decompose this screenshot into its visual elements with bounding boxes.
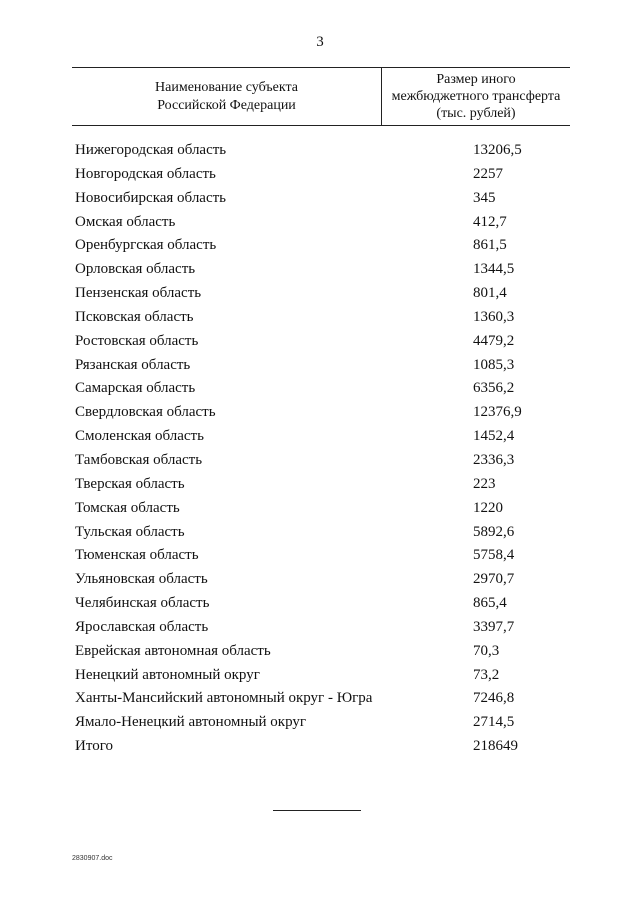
table-row: Ханты-Мансийский автономный округ - Югра 7246,8 [75, 687, 575, 711]
subject-name: Ненецкий автономный округ [75, 666, 260, 683]
subject-name: Томская область [75, 499, 180, 516]
table-row: Ульяновская область 2970,7 [75, 568, 575, 592]
subject-name: Ульяновская область [75, 571, 208, 588]
subject-name: Тюменская область [75, 547, 199, 564]
subject-name: Новосибирская область [75, 189, 227, 206]
table-row: Новосибирская область 345 [75, 187, 575, 211]
file-reference: 2830907.doc [72, 855, 113, 862]
table-row: Тамбовская область 2336,3 [75, 449, 575, 473]
subject-name: Ростовская область [75, 332, 199, 349]
header-amount-column [382, 71, 570, 122]
subject-name: Тверская область [75, 475, 185, 492]
subject-name: Оренбургская область [75, 237, 217, 254]
table-row: Ненецкий автономный округ 73,2 [75, 664, 575, 688]
table-row: Ямало-Ненецкий автономный округ 2714,5 [75, 711, 575, 735]
subject-name: Ханты-Мансийский автономный округ - Югра [75, 690, 373, 707]
table-row: Итого 218649 [75, 735, 575, 759]
table-row: Самарская область 6356,2 [75, 377, 575, 401]
table-row: Орловская область 1344,5 [75, 258, 575, 282]
subject-name: Смоленская область [75, 428, 204, 445]
table-row: Еврейская автономная область 70,3 [75, 640, 575, 664]
table-row: Оренбургская область 861,5 [75, 234, 575, 258]
header-amount-line-1: Размер иного [436, 72, 516, 87]
table-row: Томская область 1220 [75, 497, 575, 521]
header-subject-line-2: Российской Федерации [157, 98, 296, 113]
table-row: Смоленская область 1452,4 [75, 425, 575, 449]
subject-name: Рязанская область [75, 356, 191, 373]
subject-name: Ярославская область [75, 618, 209, 635]
table-row: Тульская область 5892,6 [75, 521, 575, 545]
page-number: 3 [316, 34, 324, 50]
subject-name: Псковская область [75, 308, 194, 325]
table-body [75, 139, 575, 759]
subject-name: Пензенская область [75, 285, 202, 302]
subject-name: Тамбовская область [75, 451, 203, 468]
subject-name: Ямало-Ненецкий автономный округ [75, 714, 307, 731]
header-subject-column [72, 79, 381, 115]
table-row: Тюменская область 5758,4 [75, 544, 575, 568]
subject-name: Еврейская автономная область [75, 642, 271, 659]
table-row: Новгородская область 2257 [75, 163, 575, 187]
end-rule [273, 810, 361, 811]
subject-name: Челябинская область [75, 595, 210, 612]
subject-name: Новгородская область [75, 165, 216, 182]
subject-name: Омская область [75, 213, 176, 230]
subject-name: Нижегородская область [75, 142, 227, 158]
table-row: Ярославская область 3397,7 [75, 616, 575, 640]
header-amount-line-2: межбюджетного трансферта [391, 89, 561, 104]
subject-name: Тульская область [75, 523, 185, 540]
table-row: Омская область 412,7 [75, 211, 575, 235]
table-row: Ростовская область 4479,2 [75, 330, 575, 354]
table-row: Нижегородская область 13206,5 [75, 139, 575, 163]
table-row: Рязанская область 1085,3 [75, 354, 575, 378]
table-row: Челябинская область 865,4 [75, 592, 575, 616]
table-row: Тверская область 223 [75, 473, 575, 497]
table-row: Псковская область 1360,3 [75, 306, 575, 330]
table-header [72, 67, 570, 126]
subject-name: Итого [75, 738, 113, 755]
table-row: Пензенская область 801,4 [75, 282, 575, 306]
subject-name: Свердловская область [75, 404, 216, 421]
header-amount-line-3: (тыс. рублей) [436, 106, 516, 121]
subject-name: Орловская область [75, 261, 196, 278]
subject-name: Самарская область [75, 380, 196, 397]
header-subject-line-1: Наименование субъекта [155, 80, 298, 95]
table-row: Свердловская область 12376,9 [75, 401, 575, 425]
